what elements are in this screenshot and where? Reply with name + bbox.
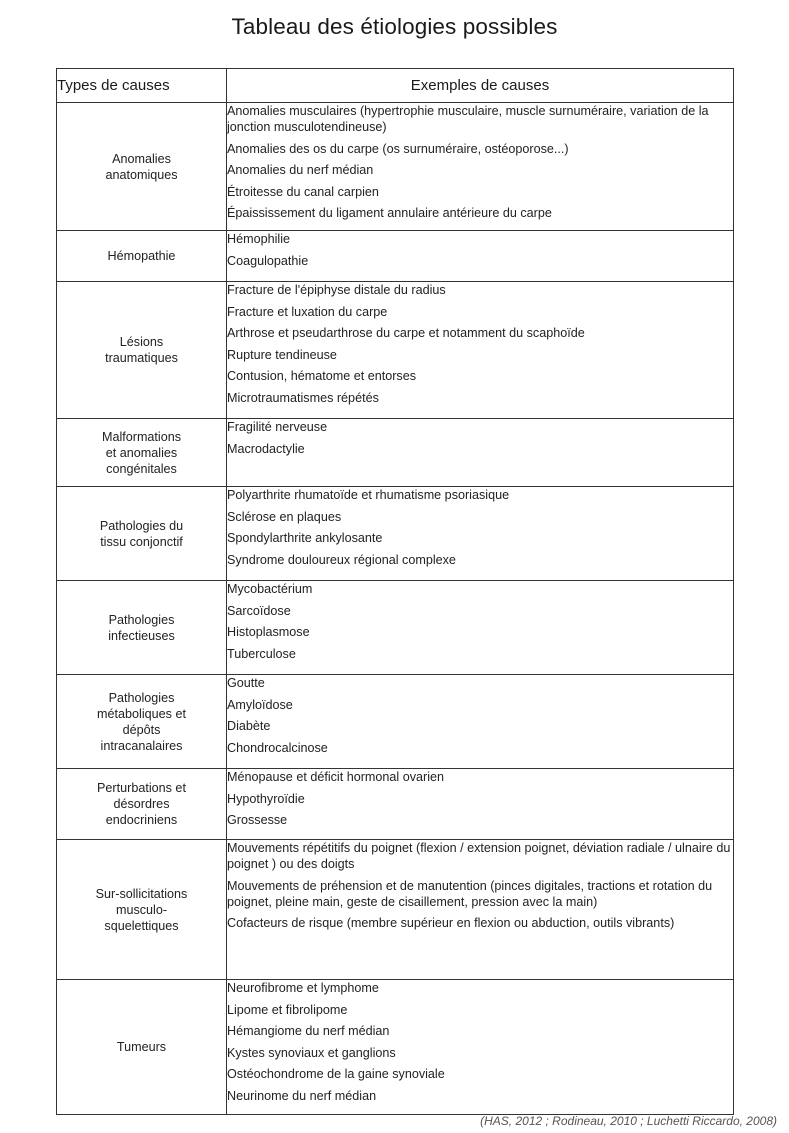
table-row (57, 581, 734, 675)
source-citation: (HAS, 2012 ; Rodineau, 2010 ; Luchetti Riccardo, 2008) (480, 1114, 777, 1128)
cause-type-cell: Anomalies anatomiques (57, 103, 227, 231)
example-item: Goutte (227, 676, 265, 690)
example-item: Anomalies musculaires (hypertrophie musculaire, muscle surnuméraire, variation de la jonction musculotendineuse) (227, 104, 709, 134)
example-item: Neurofibrome et lymphome (227, 981, 379, 995)
example-item: Coagulopathie (227, 253, 309, 268)
examples-list (227, 675, 733, 756)
table-header-row (57, 69, 734, 103)
examples-list (227, 487, 733, 568)
example-item: Polyarthrite rhumatoïde et rhumatisme psoriasique (227, 488, 510, 502)
example-item: Grossesse (227, 813, 288, 827)
example-item: Lipome et fibrolipome (227, 1002, 348, 1017)
example-item: Syndrome douloureux régional complexe (227, 552, 456, 567)
examples-cell (227, 231, 734, 282)
etiology-table (56, 68, 734, 1115)
cause-type-cell: Perturbations et désordres endocriniens (57, 769, 227, 840)
example-item: Fragilité nerveuse (227, 420, 328, 434)
header-exemples-de-causes: Exemples de causes (227, 69, 734, 103)
example-item: Anomalies des os du carpe (os surnuméraire, ostéoporose...) (227, 141, 569, 156)
examples-cell (227, 980, 734, 1115)
example-item: Contusion, hématome et entorses (227, 369, 417, 383)
table-row (57, 980, 734, 1115)
example-item: Fracture de l'épiphyse distale du radius (227, 283, 446, 297)
example-item: Amyloïdose (227, 697, 293, 712)
example-item: Hypothyroïdie (227, 791, 305, 806)
example-item: Macrodactylie (227, 441, 305, 456)
example-item: Microtraumatismes répétés (227, 390, 379, 405)
example-item: Mouvements répétitifs du poignet (flexion / extension poignet, déviation radiale / ulnaire du poignet ) ou des doigts (227, 841, 731, 871)
table-row (57, 103, 734, 231)
cause-type-cell: Pathologies métaboliques et dépôts intracanalaires (57, 675, 227, 769)
examples-cell (227, 769, 734, 840)
examples-cell (227, 419, 734, 487)
example-item: Anomalies du nerf médian (227, 163, 374, 177)
examples-cell (227, 282, 734, 419)
cause-type-cell: Lésions traumatiques (57, 282, 227, 419)
example-item: Tuberculose (227, 646, 296, 661)
examples-list (227, 231, 733, 269)
header-types-de-causes: Types de causes (57, 69, 227, 103)
cause-type-cell: Pathologies infectieuses (57, 581, 227, 675)
example-item: Mycobactérium (227, 582, 313, 596)
table-row (57, 487, 734, 581)
examples-list (227, 103, 733, 221)
table-body (57, 103, 734, 1115)
examples-cell (227, 840, 734, 980)
example-item: Chondrocalcinose (227, 740, 328, 755)
examples-cell (227, 487, 734, 581)
example-item: Spondylarthrite ankylosante (227, 531, 383, 545)
examples-list (227, 282, 733, 406)
example-item: Neurinome du nerf médian (227, 1088, 377, 1103)
example-item: Ménopause et déficit hormonal ovarien (227, 770, 445, 784)
examples-list (227, 980, 733, 1104)
cause-type-cell: Hémopathie (57, 231, 227, 282)
examples-list (227, 581, 733, 662)
example-item: Diabète (227, 719, 271, 733)
example-item: Sarcoïdose (227, 603, 291, 618)
example-item: Sclérose en plaques (227, 509, 342, 524)
example-item: Ostéochondrome de la gaine synoviale (227, 1067, 445, 1081)
example-item: Épaississement du ligament annulaire antérieure du carpe (227, 206, 552, 220)
table-row (57, 231, 734, 282)
example-item: Hémangiome du nerf médian (227, 1024, 390, 1038)
example-item: Arthrose et pseudarthrose du carpe et notamment du scaphoïde (227, 326, 585, 340)
example-item: Fracture et luxation du carpe (227, 304, 388, 319)
examples-cell (227, 581, 734, 675)
example-item: Mouvements de préhension et de manutention (pinces digitales, tractions et rotation du poignet, pleine main, geste de cisaillement, pression avec la main) (227, 878, 713, 909)
cause-type-cell: Tumeurs (57, 980, 227, 1115)
example-item: Hémophilie (227, 232, 290, 246)
examples-cell (227, 103, 734, 231)
example-item: Étroitesse du canal carpien (227, 184, 379, 199)
example-item: Cofacteurs de risque (membre supérieur en flexion ou abduction, outils vibrants) (227, 916, 675, 930)
cause-type-cell: Pathologies du tissu conjonctif (57, 487, 227, 581)
table-row (57, 840, 734, 980)
example-item: Histoplasmose (227, 625, 310, 639)
table-row (57, 675, 734, 769)
examples-list (227, 419, 733, 457)
example-item: Kystes synoviaux et ganglions (227, 1045, 396, 1060)
examples-list (227, 769, 733, 828)
examples-list (227, 840, 733, 931)
cause-type-cell: Sur-sollicitations musculo- squelettiques (57, 840, 227, 980)
example-item: Rupture tendineuse (227, 347, 337, 362)
cause-type-cell: Malformations et anomalies congénitales (57, 419, 227, 487)
table-row (57, 282, 734, 419)
table-row (57, 419, 734, 487)
document-title: Tableau des étiologies possibles (231, 14, 558, 39)
table-row (57, 769, 734, 840)
examples-cell (227, 675, 734, 769)
